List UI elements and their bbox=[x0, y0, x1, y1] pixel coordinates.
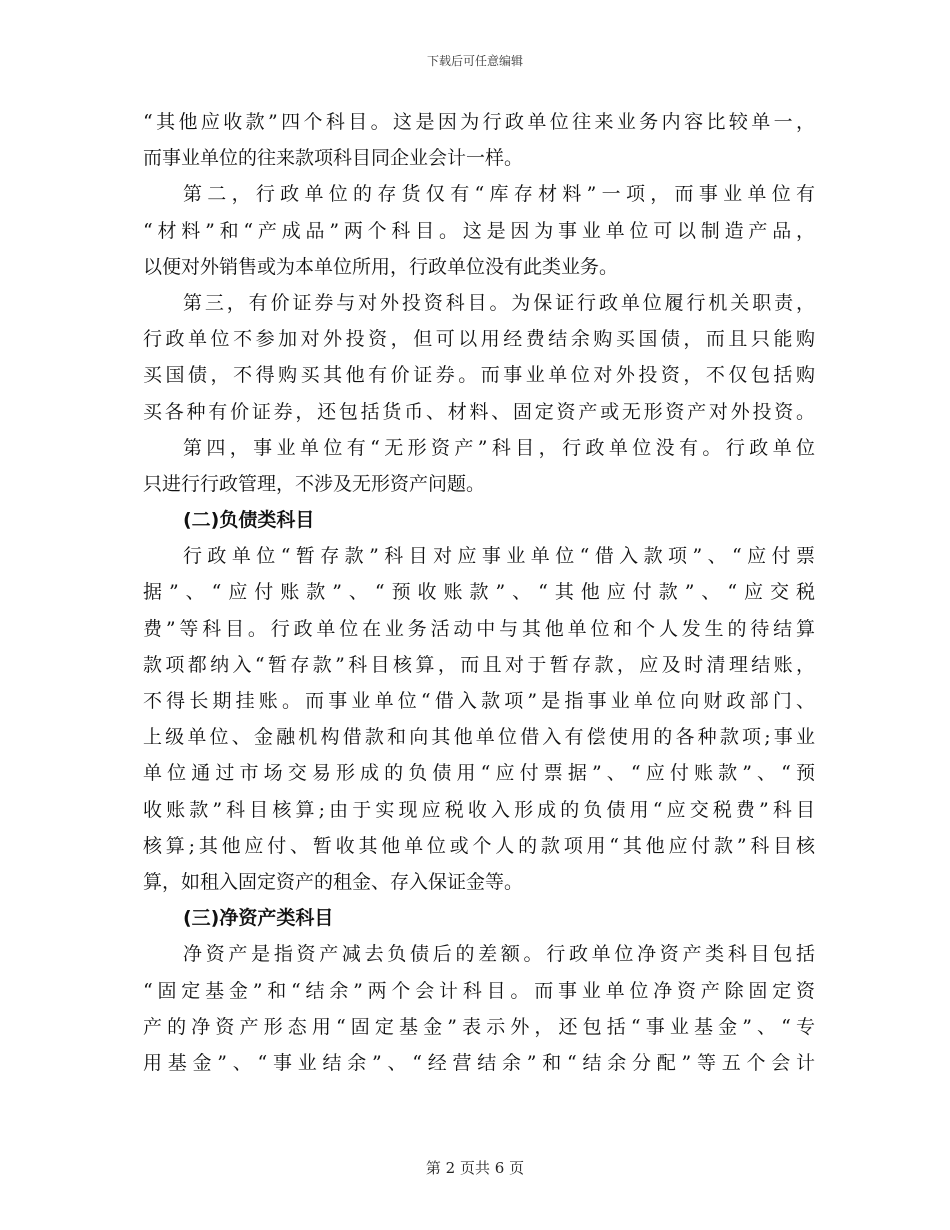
paragraph-start-line: 第四，事业单位有“无形资产”科目，行政单位没有。行政单位 bbox=[183, 436, 815, 459]
body-line: “固定基金”和“结余”两个会计科目。而事业单位净资产除固定资 bbox=[143, 979, 815, 1002]
body-line: 款项都纳入“暂存款”科目核算，而且对于暂存款，应及时清理结账， bbox=[143, 653, 815, 676]
body-line: 费”等科目。行政单位在业务活动中与其他单位和个人发生的待结算 bbox=[143, 617, 815, 640]
body-line: 单位通过市场交易形成的负债用“应付票据”、“应付账款”、“预 bbox=[143, 762, 815, 785]
body-line: 核算;其他应付、暂收其他单位或个人的款项用“其他应付款”科目核 bbox=[143, 834, 815, 857]
body-line: 算，如租入固定资产的租金、存入保证金等。 bbox=[143, 870, 524, 893]
body-line: 以便对外销售或为本单位所用，行政单位没有此类业务。 bbox=[143, 255, 619, 278]
body-line: 用基金”、“事业结余”、“经营结余”和“结余分配”等五个会计 bbox=[143, 1051, 815, 1074]
body-line: 上级单位、金融机构借款和向其他单位借入有偿使用的各种款项;事业 bbox=[143, 726, 815, 749]
document-body bbox=[143, 104, 815, 1081]
body-line: “材料”和“产成品”两个科目。这是因为事业单位可以制造产品， bbox=[143, 219, 815, 242]
paragraph-start-line: 净资产是指资产减去负债后的差额。行政单位净资产类科目包括 bbox=[183, 943, 815, 966]
body-line: 收账款”科目核算;由于实现应税收入形成的负债用“应交税费”科目 bbox=[143, 798, 815, 821]
body-line: 行政单位不参加对外投资，但可以用经费结余购买国债，而且只能购 bbox=[143, 328, 815, 351]
section-heading-liabilities: (二)负债类科目 bbox=[183, 509, 315, 532]
paragraph-start-line: 第二，行政单位的存货仅有“库存材料”一项，而事业单位有 bbox=[183, 183, 815, 206]
body-line: 只进行行政管理，不涉及无形资产问题。 bbox=[143, 472, 486, 495]
body-line: “其他应收款”四个科目。这是因为行政单位往来业务内容比较单一， bbox=[143, 111, 815, 133]
body-line: 据”、“应付账款”、“预收账款”、“其他应付款”、“应交税 bbox=[143, 581, 815, 604]
page-header-note: 下载后可任意编辑 bbox=[426, 54, 523, 68]
section-heading-net-assets: (三)净资产类科目 bbox=[183, 907, 334, 930]
body-line: 买国债，不得购买其他有价证券。而事业单位对外投资，不仅包括购 bbox=[143, 364, 815, 387]
body-line: 不得长期挂账。而事业单位“借入款项”是指事业单位向财政部门、 bbox=[143, 690, 815, 712]
paragraph-start-line: 第三，有价证券与对外投资科目。为保证行政单位履行机关职责， bbox=[183, 291, 815, 314]
body-line: 而事业单位的往来款项科目同企业会计一样。 bbox=[143, 147, 524, 170]
page-number: 第 2 页共 6 页 bbox=[425, 1159, 525, 1177]
body-line: 产的净资产形态用“固定基金”表示外，还包括“事业基金”、“专 bbox=[143, 1015, 815, 1038]
paragraph-start-line: 行政单位“暂存款”科目对应事业单位“借入款项”、“应付票 bbox=[183, 545, 815, 568]
body-line: 买各种有价证券，还包括货币、材料、固定资产或无形资产对外投资。 bbox=[143, 400, 815, 423]
